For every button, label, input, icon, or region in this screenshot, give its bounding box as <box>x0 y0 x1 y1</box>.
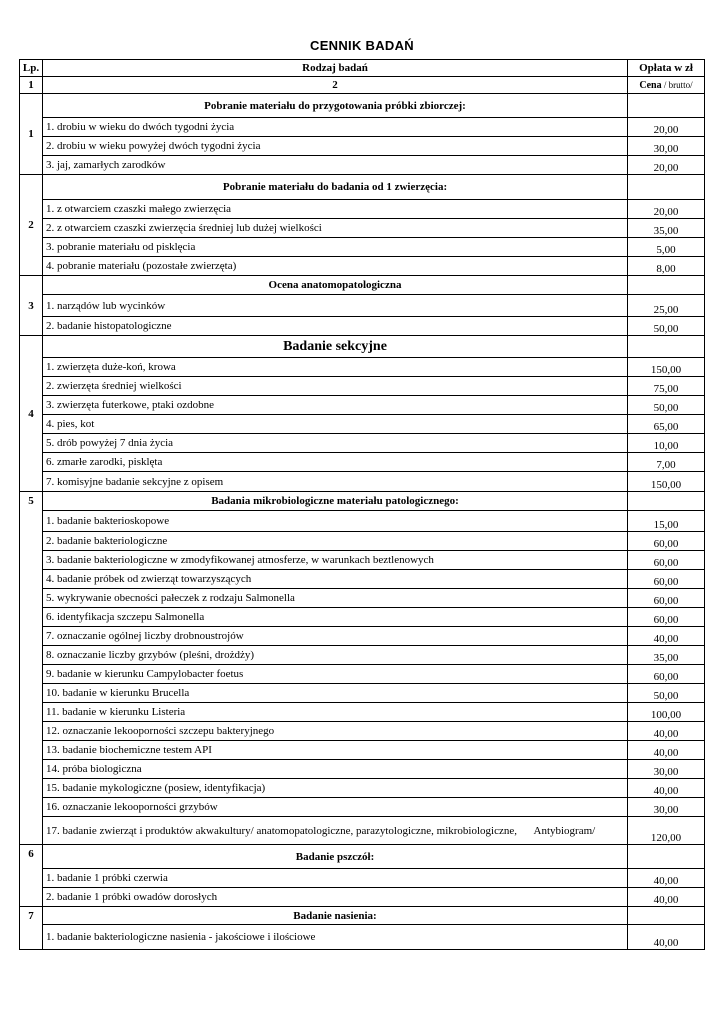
exam-label: 4. pies, kot <box>43 415 628 434</box>
table-row <box>20 118 705 137</box>
exam-price: 8,00 <box>628 257 705 276</box>
section-number: 6 <box>20 845 43 907</box>
section-title: Badania mikrobiologiczne materiału patologicznego: <box>43 492 628 511</box>
table-row <box>20 570 705 589</box>
exam-label: 4. pobranie materiału (pozostałe zwierzęta) <box>43 257 628 276</box>
exam-label: 2. zwierzęta średniej wielkości <box>43 377 628 396</box>
exam-label: 1. z otwarciem czaszki małego zwierzęcia <box>43 200 628 219</box>
section-price-empty <box>628 845 705 869</box>
section-title: Badanie nasienia: <box>43 907 628 925</box>
table-row <box>20 238 705 257</box>
page-title: CENNIK BADAŃ <box>310 38 414 53</box>
section-header-row <box>20 845 705 869</box>
exam-label: 6. identyfikacja szczepu Salmonella <box>43 608 628 627</box>
exam-price: 40,00 <box>628 741 705 760</box>
exam-label: 11. badanie w kierunku Listeria <box>43 703 628 722</box>
table-subheader-row <box>20 77 705 94</box>
header-type: Rodzaj badań <box>43 60 628 77</box>
exam-price: 30,00 <box>628 798 705 817</box>
table-row <box>20 257 705 276</box>
exam-price: 7,00 <box>628 453 705 472</box>
exam-label: 3. jaj, zamarłych zarodków <box>43 156 628 175</box>
section-title: Badanie pszczół: <box>43 845 628 869</box>
section-title: Ocena anatomopatologiczna <box>43 276 628 295</box>
table-row <box>20 317 705 336</box>
exam-label: 15. badanie mykologiczne (posiew, identyfikacja) <box>43 779 628 798</box>
section-number: 3 <box>20 276 43 336</box>
section-price-empty <box>628 175 705 200</box>
header-fee: Opłata w zł <box>628 60 705 77</box>
exam-label: 10. badanie w kierunku Brucella <box>43 684 628 703</box>
exam-label: 9. badanie w kierunku Campylobacter foetus <box>43 665 628 684</box>
section-title: Pobranie materiału do przygotowania próbki zbiorczej: <box>43 94 628 118</box>
exam-price: 40,00 <box>628 722 705 741</box>
exam-price: 40,00 <box>628 779 705 798</box>
exam-label: 1. narządów lub wycinków <box>43 295 628 317</box>
exam-label: 6. zmarłe zarodki, pisklęta <box>43 453 628 472</box>
exam-price: 65,00 <box>628 415 705 434</box>
exam-label: 2. z otwarciem czaszki zwierzęcia średniej lub dużej wielkości <box>43 219 628 238</box>
header-lp: Lp. <box>20 60 43 77</box>
section-header-row <box>20 336 705 358</box>
exam-label: 1. badanie 1 próbki czerwia <box>43 869 628 888</box>
exam-label: 3. zwierzęta futerkowe, ptaki ozdobne <box>43 396 628 415</box>
section-price-empty <box>628 492 705 511</box>
section-price-empty <box>628 94 705 118</box>
exam-price: 60,00 <box>628 551 705 570</box>
exam-price: 150,00 <box>628 472 705 492</box>
exam-label: 17. badanie zwierząt i produktów akwakultury/ anatomopatologiczne, parazytologiczne, mikrobiologiczne, Antybiogram/ <box>43 817 628 845</box>
exam-price: 75,00 <box>628 377 705 396</box>
table-row <box>20 532 705 551</box>
exam-label: 7. oznaczanie ogólnej liczby drobnoustrojów <box>43 627 628 646</box>
exam-label: 4. badanie próbek od zwierząt towarzyszących <box>43 570 628 589</box>
table-row <box>20 817 705 845</box>
exam-price: 40,00 <box>628 925 705 950</box>
exam-label: 1. zwierzęta duże-koń, krowa <box>43 358 628 377</box>
section-number: 4 <box>20 336 43 492</box>
table-row <box>20 589 705 608</box>
section-header-row <box>20 175 705 200</box>
exam-label: 16. oznaczanie lekooporności grzybów <box>43 798 628 817</box>
exam-price: 10,00 <box>628 434 705 453</box>
exam-price: 120,00 <box>628 817 705 845</box>
price-table <box>19 59 705 950</box>
table-row <box>20 219 705 238</box>
table-row <box>20 741 705 760</box>
table-row <box>20 608 705 627</box>
table-row <box>20 888 705 907</box>
table-row <box>20 798 705 817</box>
section-number: 7 <box>20 907 43 950</box>
exam-price: 25,00 <box>628 295 705 317</box>
table-row <box>20 779 705 798</box>
table-body <box>20 94 705 950</box>
table-row <box>20 665 705 684</box>
price-label: Cena <box>639 79 662 91</box>
table-row <box>20 358 705 377</box>
exam-price: 60,00 <box>628 532 705 551</box>
section-price-empty <box>628 907 705 925</box>
section-header-row <box>20 492 705 511</box>
exam-price: 40,00 <box>628 869 705 888</box>
exam-label: 1. badanie bakteriologiczne nasienia - jakościowe i ilościowe <box>43 925 628 950</box>
exam-label: 3. badanie bakteriologiczne w zmodyfikowanej atmosferze, w warunkach beztlenowych <box>43 551 628 570</box>
exam-price: 100,00 <box>628 703 705 722</box>
exam-label: 2. badanie bakteriologiczne <box>43 532 628 551</box>
section-title: Badanie sekcyjne <box>43 336 628 358</box>
table-row <box>20 295 705 317</box>
table-row <box>20 200 705 219</box>
exam-price: 60,00 <box>628 570 705 589</box>
exam-price: 50,00 <box>628 317 705 336</box>
table-row <box>20 472 705 492</box>
exam-label: 1. badanie bakterioskopowe <box>43 511 628 532</box>
section-price-empty <box>628 336 705 358</box>
table-row <box>20 415 705 434</box>
exam-label: 14. próba biologiczna <box>43 760 628 779</box>
subheader-col2: 2 <box>43 77 628 94</box>
section-number: 5 <box>20 492 43 845</box>
table-row <box>20 377 705 396</box>
exam-price: 60,00 <box>628 589 705 608</box>
table-row <box>20 434 705 453</box>
section-header-row <box>20 94 705 118</box>
exam-label: 3. pobranie materiału od pisklęcia <box>43 238 628 257</box>
table-row <box>20 551 705 570</box>
exam-price: 35,00 <box>628 646 705 665</box>
exam-label: 2. badanie 1 próbki owadów dorosłych <box>43 888 628 907</box>
exam-price: 60,00 <box>628 608 705 627</box>
exam-price: 50,00 <box>628 396 705 415</box>
table-row <box>20 703 705 722</box>
exam-price: 5,00 <box>628 238 705 257</box>
table-row <box>20 627 705 646</box>
table-row <box>20 646 705 665</box>
table-header-row <box>20 60 705 77</box>
table-row <box>20 760 705 779</box>
table-row <box>20 453 705 472</box>
exam-label: 12. oznaczanie lekooporności szczepu bakteryjnego <box>43 722 628 741</box>
exam-label: 8. oznaczanie liczby grzybów (pleśni, drożdży) <box>43 646 628 665</box>
exam-label: 5. drób powyżej 7 dnia życia <box>43 434 628 453</box>
table-row <box>20 925 705 950</box>
exam-price: 150,00 <box>628 358 705 377</box>
exam-price: 50,00 <box>628 684 705 703</box>
price-label-note: / brutto/ <box>661 79 693 90</box>
section-header-row <box>20 276 705 295</box>
subheader-col3 <box>628 77 705 94</box>
section-header-row <box>20 907 705 925</box>
exam-price: 60,00 <box>628 665 705 684</box>
section-title: Pobranie materiału do badania od 1 zwierzęcia: <box>43 175 628 200</box>
table-row <box>20 156 705 175</box>
exam-price: 15,00 <box>628 511 705 532</box>
section-number: 1 <box>20 94 43 175</box>
exam-label: 7. komisyjne badanie sekcyjne z opisem <box>43 472 628 492</box>
exam-price: 20,00 <box>628 200 705 219</box>
table-row <box>20 396 705 415</box>
exam-label: 1. drobiu w wieku do dwóch tygodni życia <box>43 118 628 137</box>
exam-price: 35,00 <box>628 219 705 238</box>
exam-price: 30,00 <box>628 760 705 779</box>
exam-label: 2. drobiu w wieku powyżej dwóch tygodni życia <box>43 137 628 156</box>
exam-price: 20,00 <box>628 118 705 137</box>
section-number: 2 <box>20 175 43 276</box>
section-price-empty <box>628 276 705 295</box>
table-row <box>20 684 705 703</box>
exam-label: 13. badanie biochemiczne testem API <box>43 741 628 760</box>
table-row <box>20 511 705 532</box>
table-row <box>20 137 705 156</box>
table-row <box>20 869 705 888</box>
exam-price: 20,00 <box>628 156 705 175</box>
exam-price: 40,00 <box>628 888 705 907</box>
table-row <box>20 722 705 741</box>
exam-price: 40,00 <box>628 627 705 646</box>
subheader-col1: 1 <box>20 77 43 94</box>
exam-label: 5. wykrywanie obecności pałeczek z rodzaju Salmonella <box>43 589 628 608</box>
exam-label: 2. badanie histopatologiczne <box>43 317 628 336</box>
exam-price: 30,00 <box>628 137 705 156</box>
